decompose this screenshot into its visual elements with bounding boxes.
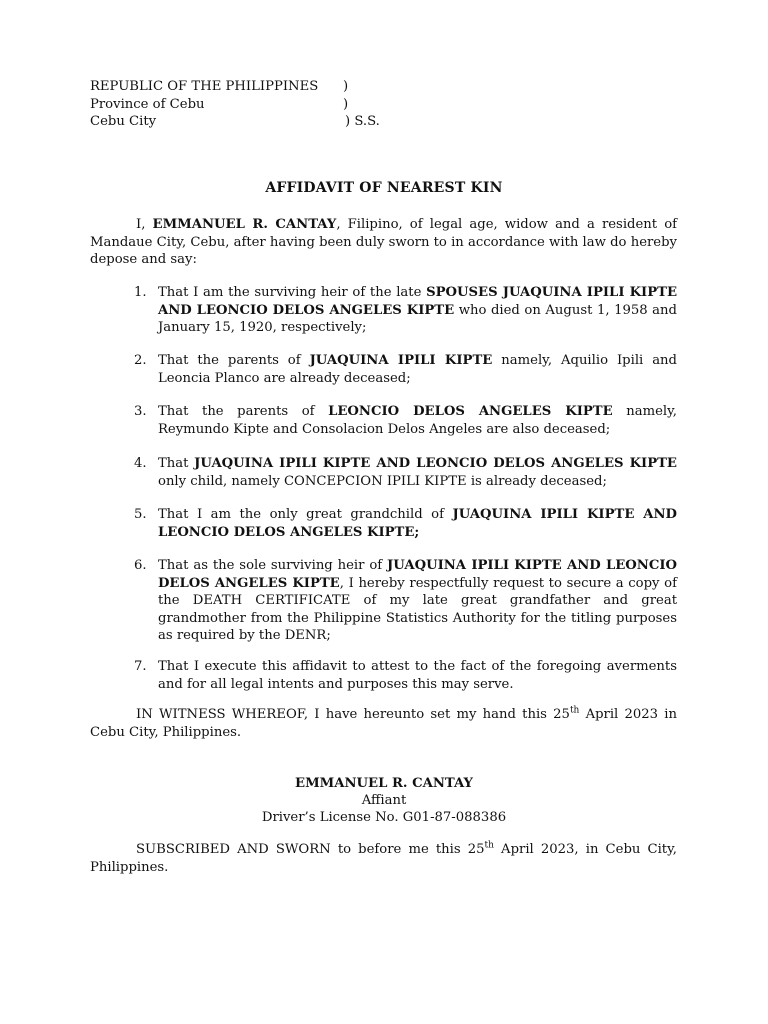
item-text: That I am the surviving heir of the late bbox=[158, 285, 427, 300]
item-number: 3. bbox=[134, 404, 147, 419]
list-item bbox=[134, 506, 677, 541]
affiant-name: EMMANUEL R. CANTAY bbox=[152, 217, 337, 232]
intro-post: , Filipino, of legal age, widow and a resident of Mandaue City, Cebu, after having been duly sworn to in accordance with law do hereby depose and say: bbox=[90, 217, 678, 267]
intro-paragraph bbox=[90, 216, 677, 269]
item-number: 5. bbox=[134, 507, 147, 522]
item-text-end: , I hereby respectfully request to secure a copy of the DEATH CERTIFICATE of my late great grandfather and great grandmother from the Philippine Statistics Authority for the titling purposes as required by the DENR; bbox=[158, 575, 677, 643]
jurat-sup: th bbox=[484, 840, 494, 851]
witness-sup: th bbox=[569, 705, 580, 716]
item-text: That the parents of bbox=[158, 404, 329, 419]
item-number: 4. bbox=[134, 456, 147, 471]
item-text: That as the sole surviving heir of bbox=[158, 558, 388, 573]
venue-paren-2: ) bbox=[343, 97, 349, 112]
item-number: 6. bbox=[134, 558, 147, 573]
venue-province: Province of Cebu bbox=[90, 97, 205, 112]
venue-republic: REPUBLIC OF THE PHILIPPINES bbox=[90, 79, 319, 94]
signatory-role: Affiant bbox=[361, 793, 407, 808]
item-text: That I am the only great grandchild of bbox=[158, 507, 453, 522]
list-item bbox=[134, 284, 678, 337]
signatory-name: EMMANUEL R. CANTAY bbox=[295, 776, 473, 791]
list-item bbox=[134, 557, 677, 645]
jurat-pre: SUBSCRIBED AND SWORN to before me this 25 bbox=[136, 842, 485, 857]
witness-post: April 2023 in Cebu City, Philippines. bbox=[90, 707, 677, 740]
item-text-end: namely, Aquilio Ipili and Leoncia Planco are already deceased; bbox=[158, 353, 677, 386]
witness-clause bbox=[90, 706, 677, 741]
item-bold: JUAQUINA IPILI KIPTE AND LEONCIO DELOS ANGELES KIPTE bbox=[194, 456, 677, 471]
venue-paren-1: ) bbox=[343, 79, 349, 94]
jurat-post: April 2023, in Cebu City, Philippines. bbox=[90, 842, 677, 875]
document-title: AFFIDAVIT OF NEAREST KIN bbox=[265, 180, 503, 196]
item-bold: JUAQUINA IPILI KIPTE bbox=[309, 353, 493, 368]
item-number: 7. bbox=[134, 659, 147, 674]
venue-city: Cebu City bbox=[90, 114, 157, 129]
item-bold: SPOUSES JUAQUINA IPILI KIPTE AND LEONCIO DELOS ANGELES KIPTE bbox=[158, 285, 678, 318]
item-bold: JUAQUINA IPILI KIPTE AND LEONCIO DELOS ANGELES KIPTE bbox=[158, 558, 677, 591]
item-text: That I execute this affidavit to attest to the fact of the foregoing averments and for all legal intents and purposes this may serve. bbox=[158, 659, 677, 692]
item-number: 2. bbox=[134, 353, 147, 368]
list-item bbox=[134, 455, 677, 490]
drivers-license: Driver’s License No. G01-87-088386 bbox=[261, 810, 507, 825]
list-item bbox=[134, 352, 677, 387]
item-bold: LEONCIO DELOS ANGELES KIPTE bbox=[328, 404, 613, 419]
item-text: That bbox=[158, 456, 195, 471]
list-item bbox=[134, 403, 677, 438]
witness-pre: IN WITNESS WHEREOF, I have hereunto set my hand this 25 bbox=[136, 707, 570, 722]
item-bold: JUAQUINA IPILI KIPTE AND LEONCIO DELOS ANGELES KIPTE; bbox=[158, 507, 677, 540]
item-text-end: who died on August 1, 1958 and January 15, 1920, respectively; bbox=[158, 302, 677, 335]
item-number: 1. bbox=[134, 285, 147, 300]
intro-pre: I, bbox=[136, 217, 153, 232]
venue-ss: ) S.S. bbox=[345, 114, 380, 129]
item-text-end: namely, Reymundo Kipte and Consolacion Delos Angeles are also deceased; bbox=[158, 404, 677, 437]
list-item bbox=[134, 658, 677, 693]
item-text-end: only child, namely CONCEPCION IPILI KIPTE is already deceased; bbox=[158, 473, 607, 489]
item-text: That the parents of bbox=[158, 353, 310, 368]
jurat-clause bbox=[90, 841, 677, 876]
